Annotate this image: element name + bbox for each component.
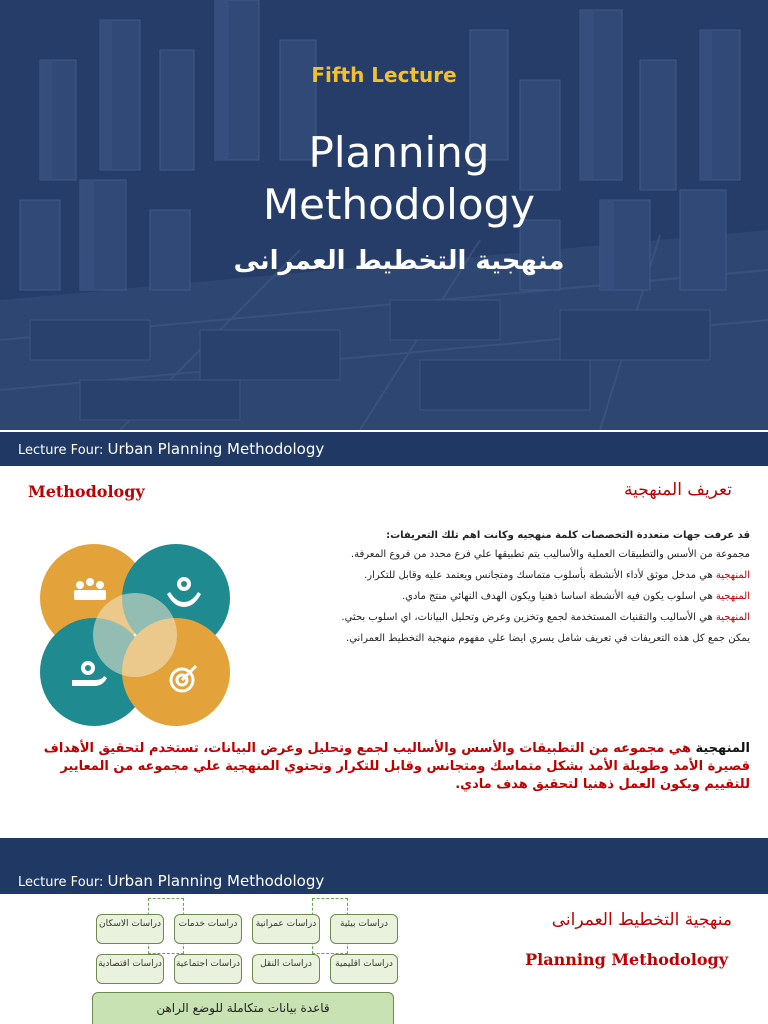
definition-text: مجموعة من الأسس والتطبيقات العملية والأساليب يتم تطبيقها علي فرع محدد من فروع المعرفة.: [350, 549, 750, 560]
study-box: دراسات اقتصادية: [96, 954, 164, 984]
header-prefix: Lecture Four:: [18, 443, 108, 458]
heading-english: Methodology: [28, 482, 145, 501]
cover-slide: [0, 0, 768, 430]
study-box: دراسات عمرانية: [252, 914, 320, 944]
summary-term: المنهجية: [695, 741, 750, 756]
definitions-intro: قد عرفت جهات متعددة التخصصات كلمة منهجيه وكانت اهم تلك التعريفات:: [386, 530, 750, 541]
study-box: دراسات خدمات: [174, 914, 242, 944]
study-box: دراسات الاسكان: [96, 914, 164, 944]
heading-arabic: منهجية التخطيط العمرانى: [551, 910, 732, 930]
header-prefix: Lecture Four:: [18, 875, 108, 890]
definition-item: [250, 632, 750, 646]
definition-text: هي الأساليب والتقنيات المستخدمة لجمع وتخزين وعرض وتحليل البيانات، اي اسلوب بحثي.: [341, 612, 716, 623]
summary-text: هي مجموعه من التطبيقات والأسس والأساليب لجمع وتحليل وعرض البيانات، تستخدم لتحقيق الأهداف قصيرة الأمد وطويلة الأمد بشكل متماسك ومتجانس وقابل للتكرار وتحتوي المنهجية علي مجموعه من المعايير للتقييم ويكون العمل ذهنيا لتحقيق هدف مادي.: [43, 741, 750, 792]
slide-header: [0, 432, 768, 466]
definition-item: [250, 548, 750, 562]
heading-arabic: تعريف المنهجية: [624, 480, 732, 500]
definition-term: المنهجية: [715, 591, 750, 602]
definition-term: المنهجية: [715, 570, 750, 581]
heading-english: Planning Methodology: [525, 950, 728, 969]
definition-slide: [0, 430, 768, 808]
study-box: دراسات النقل: [252, 954, 320, 984]
definitions-list: [250, 530, 750, 653]
planning-methodology-slide: [0, 838, 768, 1024]
cover-title-line2: Methodology: [262, 180, 536, 229]
header-title: Urban Planning Methodology: [107, 872, 325, 890]
definition-item: [250, 611, 750, 625]
definition-text: يمكن جمع كل هذه التعريفات في تعريف شامل يسري ايضا علي مفهوم منهجية التخطيط العمراني.: [346, 633, 750, 644]
cover-title-line1: Planning: [308, 128, 490, 177]
study-box: دراسات اقليمية: [330, 954, 398, 984]
integrated-database-box: قاعدة بيانات متكاملة للوضع الراهن: [92, 992, 394, 1024]
definition-item: [250, 590, 750, 604]
study-box: دراسات بيئية: [330, 914, 398, 944]
slide-header: [0, 838, 768, 894]
lecture-kicker: Fifth Lecture: [311, 63, 457, 87]
methodology-summary: [20, 740, 750, 794]
definition-term: المنهجية: [715, 612, 750, 623]
study-box: دراسات اجتماعية: [174, 954, 242, 984]
methodology-clover-graphic: [36, 540, 236, 730]
definition-text: هي اسلوب يكون فيه الأنشطة اساسا ذهنيا ويكون الهدف النهائي منتج مادي.: [401, 591, 716, 602]
definition-item: [250, 569, 750, 583]
definition-text: هي مدخل موثق لأداء الأنشطة بأسلوب متماسك ومتجانس ويعتمد عليه وقابل للتكرار.: [364, 570, 716, 581]
header-title: Urban Planning Methodology: [107, 440, 325, 458]
cover-title-arabic: منهجية التخطيط العمرانى: [233, 246, 565, 276]
